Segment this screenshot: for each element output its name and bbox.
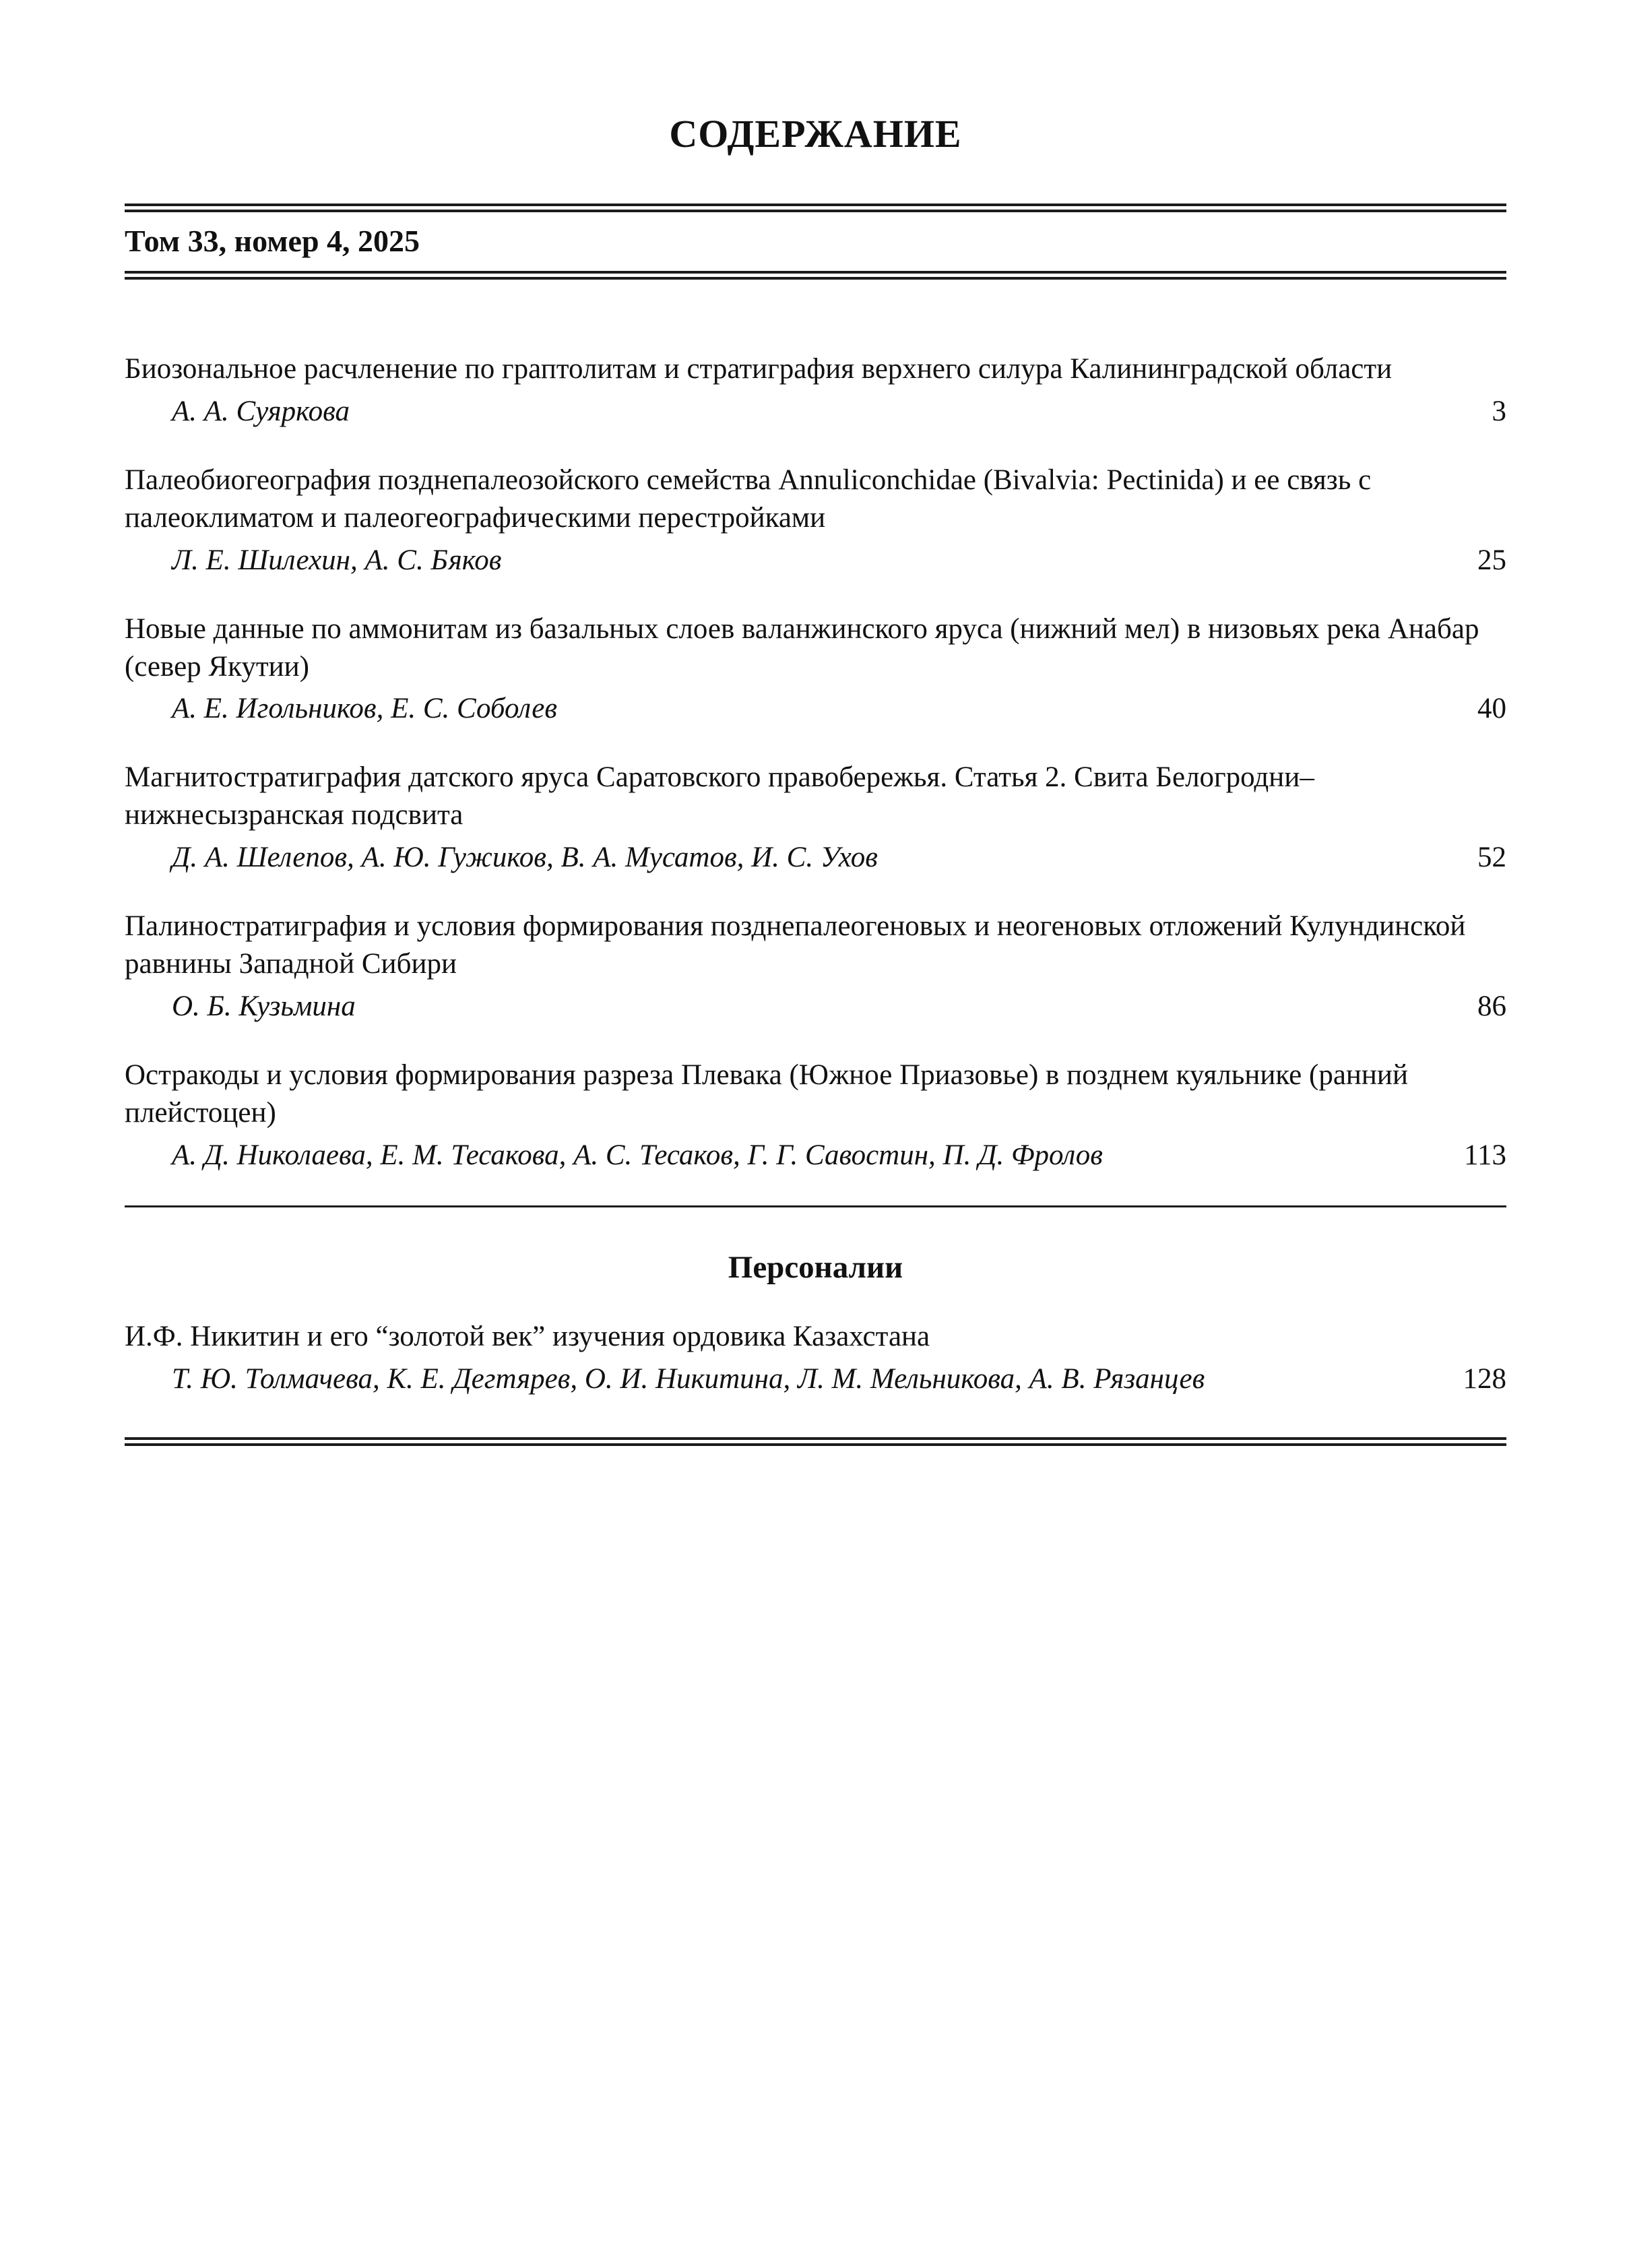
article-page-number: 128: [1463, 1362, 1506, 1395]
article-page-number: 40: [1477, 693, 1506, 725]
article-title: Биозональное расчленение по граптолитам и стратиграфия верхнего силура Калининградской области: [125, 353, 1393, 385]
toc-entry: [125, 350, 1506, 428]
article-title: Палеобиогеография позднепалеозойского семейства Annuliconchidae (Bivalvia: Pectinida) и ее связь с палеоклиматом и палеогеографическими перестройками: [125, 464, 1372, 534]
personalia-entries: [125, 1318, 1506, 1395]
volume-line: Том 33, номер 4, 2025: [125, 224, 420, 258]
article-page-number: 52: [1477, 842, 1506, 874]
article-meta: [125, 841, 1506, 874]
toc-entry: [125, 610, 1506, 726]
article-title: Остракоды и условия формирования разреза Плевака (Южное Приазовье) в позднем куяльнике (ранний плейстоцен): [125, 1059, 1408, 1129]
toc-entry: [125, 759, 1506, 874]
divider-single: [125, 1205, 1506, 1207]
article-page-number: 3: [1492, 395, 1506, 427]
toc-entry: [125, 462, 1506, 577]
toc-entry: [125, 1057, 1506, 1172]
article-authors: А. Е. Игольников, Е. С. Соболев: [172, 693, 557, 725]
article-meta: [125, 544, 1506, 577]
divider-double-bottom: [125, 1437, 1506, 1446]
article-meta: [125, 395, 1506, 428]
article-meta: [125, 1362, 1506, 1395]
article-meta: [125, 990, 1506, 1023]
toc-entries: [125, 350, 1506, 1172]
article-meta: [125, 1139, 1506, 1172]
article-authors: А. Д. Николаева, Е. М. Тесакова, А. С. Тесаков, Г. Г. Савостин, П. Д. Фролов: [172, 1139, 1103, 1171]
article-authors: Л. Е. Шилехин, А. С. Бяков: [172, 544, 502, 576]
article-authors: Д. А. Шелепов, А. Ю. Гужиков, В. А. Мусатов, И. С. Ухов: [172, 842, 878, 874]
personalia-heading: Персоналии: [728, 1249, 903, 1285]
article-page-number: 113: [1464, 1139, 1506, 1171]
toc-entry: [125, 908, 1506, 1023]
article-title: Новые данные по аммонитам из базальных слоев валанжинского яруса (нижний мел) в низовьях река Анабар (север Якутии): [125, 612, 1479, 683]
article-authors: А. А. Суяркова: [172, 395, 350, 427]
article-authors: Т. Ю. Толмачева, К. Е. Дегтярев, О. И. Никитина, Л. М. Мельникова, А. В. Рязанцев: [172, 1362, 1205, 1395]
article-title: И.Ф. Никитин и его “золотой век” изучения ордовика Казахстана: [125, 1320, 930, 1352]
page-title: СОДЕРЖАНИЕ: [669, 112, 962, 156]
article-page-number: 86: [1477, 990, 1506, 1023]
article-title: Палиностратиграфия и условия формирования позднепалеогеновых и неогеновых отложений Кулундинской равнины Западной Сибири: [125, 910, 1466, 980]
article-authors: О. Б. Кузьмина: [172, 990, 356, 1023]
divider-double-top: [125, 203, 1506, 212]
article-page-number: 25: [1477, 544, 1506, 576]
divider-double-under-volume: [125, 271, 1506, 280]
toc-entry: [125, 1318, 1506, 1395]
article-title: Магнитостратиграфия датского яруса Саратовского правобережья. Статья 2. Свита Белогродни–нижнесызранская подсвита: [125, 761, 1314, 831]
article-meta: [125, 692, 1506, 725]
